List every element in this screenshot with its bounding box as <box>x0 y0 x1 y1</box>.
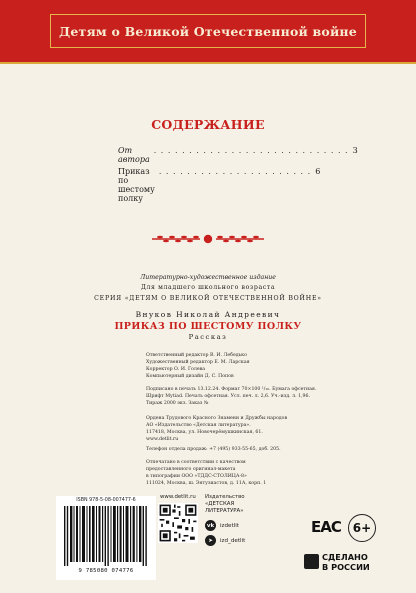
book-subtitle: Рассказ <box>188 333 228 341</box>
toc-entry-label: От автора <box>118 146 150 164</box>
publisher-info-block <box>146 416 336 444</box>
series-line: СЕРИЯ «ДЕТЯМ О ВЕЛИКОЙ ОТЕЧЕСТВЕННОЙ ВОЙНЕ» <box>94 295 322 302</box>
made-in-line: В РОССИИ <box>322 562 370 572</box>
website-label[interactable]: www.detlit.ru <box>160 494 196 500</box>
toc-title: СОДЕРЖАНИЕ <box>151 117 265 132</box>
printing-line: предоставленного оригинал-макета <box>146 466 236 472</box>
printing-line: Отпечатано в соответствии с качеством <box>146 460 246 465</box>
publisher-info-line: 117418, Москва, ул. Новочерёмушкинская, 61. <box>146 429 263 435</box>
sales-phone: Телефон отдела продаж: +7 (495) 933-55-65, доб. 205. <box>146 447 281 452</box>
made-in-russia-mark <box>304 552 378 586</box>
series-banner-frame <box>50 14 366 48</box>
age-audience: Для младшего школьного возраста <box>140 284 276 291</box>
edition-type: Литературно-художественное издание <box>140 274 276 281</box>
barcode-number: 9 785080 074776 <box>78 568 134 574</box>
toc-leader-dots: . . . . . . . . . . . . . . . . . . . . . . <box>158 167 312 176</box>
made-in-russia-icon <box>304 554 319 569</box>
made-in-russia-text <box>322 552 370 572</box>
telegram-icon: ➤ <box>205 535 216 546</box>
print-info-block <box>146 387 336 408</box>
toc-entry <box>118 146 358 164</box>
social-handle: izdetlit <box>220 522 239 529</box>
social-telegram[interactable] <box>205 535 245 546</box>
isbn-barcode <box>56 496 156 580</box>
publisher-name <box>205 494 245 515</box>
age-rating-badge: 6+ <box>348 514 376 542</box>
author-name: Внуков Николай Андреевич <box>135 310 281 319</box>
isbn-text: ISBN 978-5-08-007477-6 <box>76 498 136 503</box>
print-info-line: Тираж 2000 экз. Заказ № <box>146 400 209 406</box>
publisher-line: «ДЕТСКАЯ <box>205 501 235 507</box>
series-banner-text: Детям о Великой Отечественной войне <box>59 23 357 39</box>
made-in-line: СДЕЛАНО <box>322 552 368 562</box>
toc-entry-label: Приказ по шестому полку <box>118 167 155 203</box>
barcode-icon <box>64 506 148 566</box>
editor-line: Ответственный редактор В. И. Лебедько <box>146 353 247 358</box>
social-handle: izd_detlit <box>220 537 246 544</box>
printing-house-block <box>146 460 336 488</box>
publisher-line: ЛИТЕРАТУРА» <box>205 508 244 514</box>
toc-entry-page: 3 <box>352 146 358 155</box>
editors-block <box>146 353 336 381</box>
editor-line: Художественный редактор Е. М. Ларская <box>146 359 250 365</box>
social-vk[interactable] <box>205 520 239 531</box>
qr-code-icon[interactable] <box>158 503 198 543</box>
publisher-website: www.detlit.ru <box>146 436 179 442</box>
publisher-info-line: Ордена Трудового Красного Знамени и Дружбы народов <box>146 416 288 421</box>
publisher-info-line: АО «Издательство «Детская литература». <box>146 422 251 428</box>
toc-entry-page: 6 <box>315 167 321 176</box>
publisher-line: Издательство <box>205 494 245 500</box>
laurel-ornament <box>150 233 266 245</box>
editor-line: Корректор О. И. Голева <box>146 366 206 372</box>
printing-line: 111024, Москва, ш. Энтузиастов, д. 11А, корп. 1 <box>146 480 267 486</box>
print-info-line: Шрифт Муtiad. Печать офсетная. Усл. печ. л. 2,6. Уч.-изд. л. 1,96. <box>146 393 311 399</box>
toc-entry <box>118 167 321 203</box>
print-info-line: Подписано в печать 13.12.24. Формат 70×100 ¹/₁₆. Бумага офсетная. <box>146 387 317 392</box>
series-banner <box>0 0 416 64</box>
eac-mark-icon: EAC <box>311 518 341 536</box>
editor-line: Компьютерный дизайн Д. С. Попов <box>146 373 234 379</box>
toc-leader-dots: . . . . . . . . . . . . . . . . . . . . . . . . . . . . <box>153 146 349 155</box>
vk-icon: vk <box>205 520 216 531</box>
book-title: ПРИКАЗ ПО ШЕСТОМУ ПОЛКУ <box>114 321 302 332</box>
printing-line: в типографии ООО «ТДДС-СТОЛИЦА-8» <box>146 473 247 479</box>
